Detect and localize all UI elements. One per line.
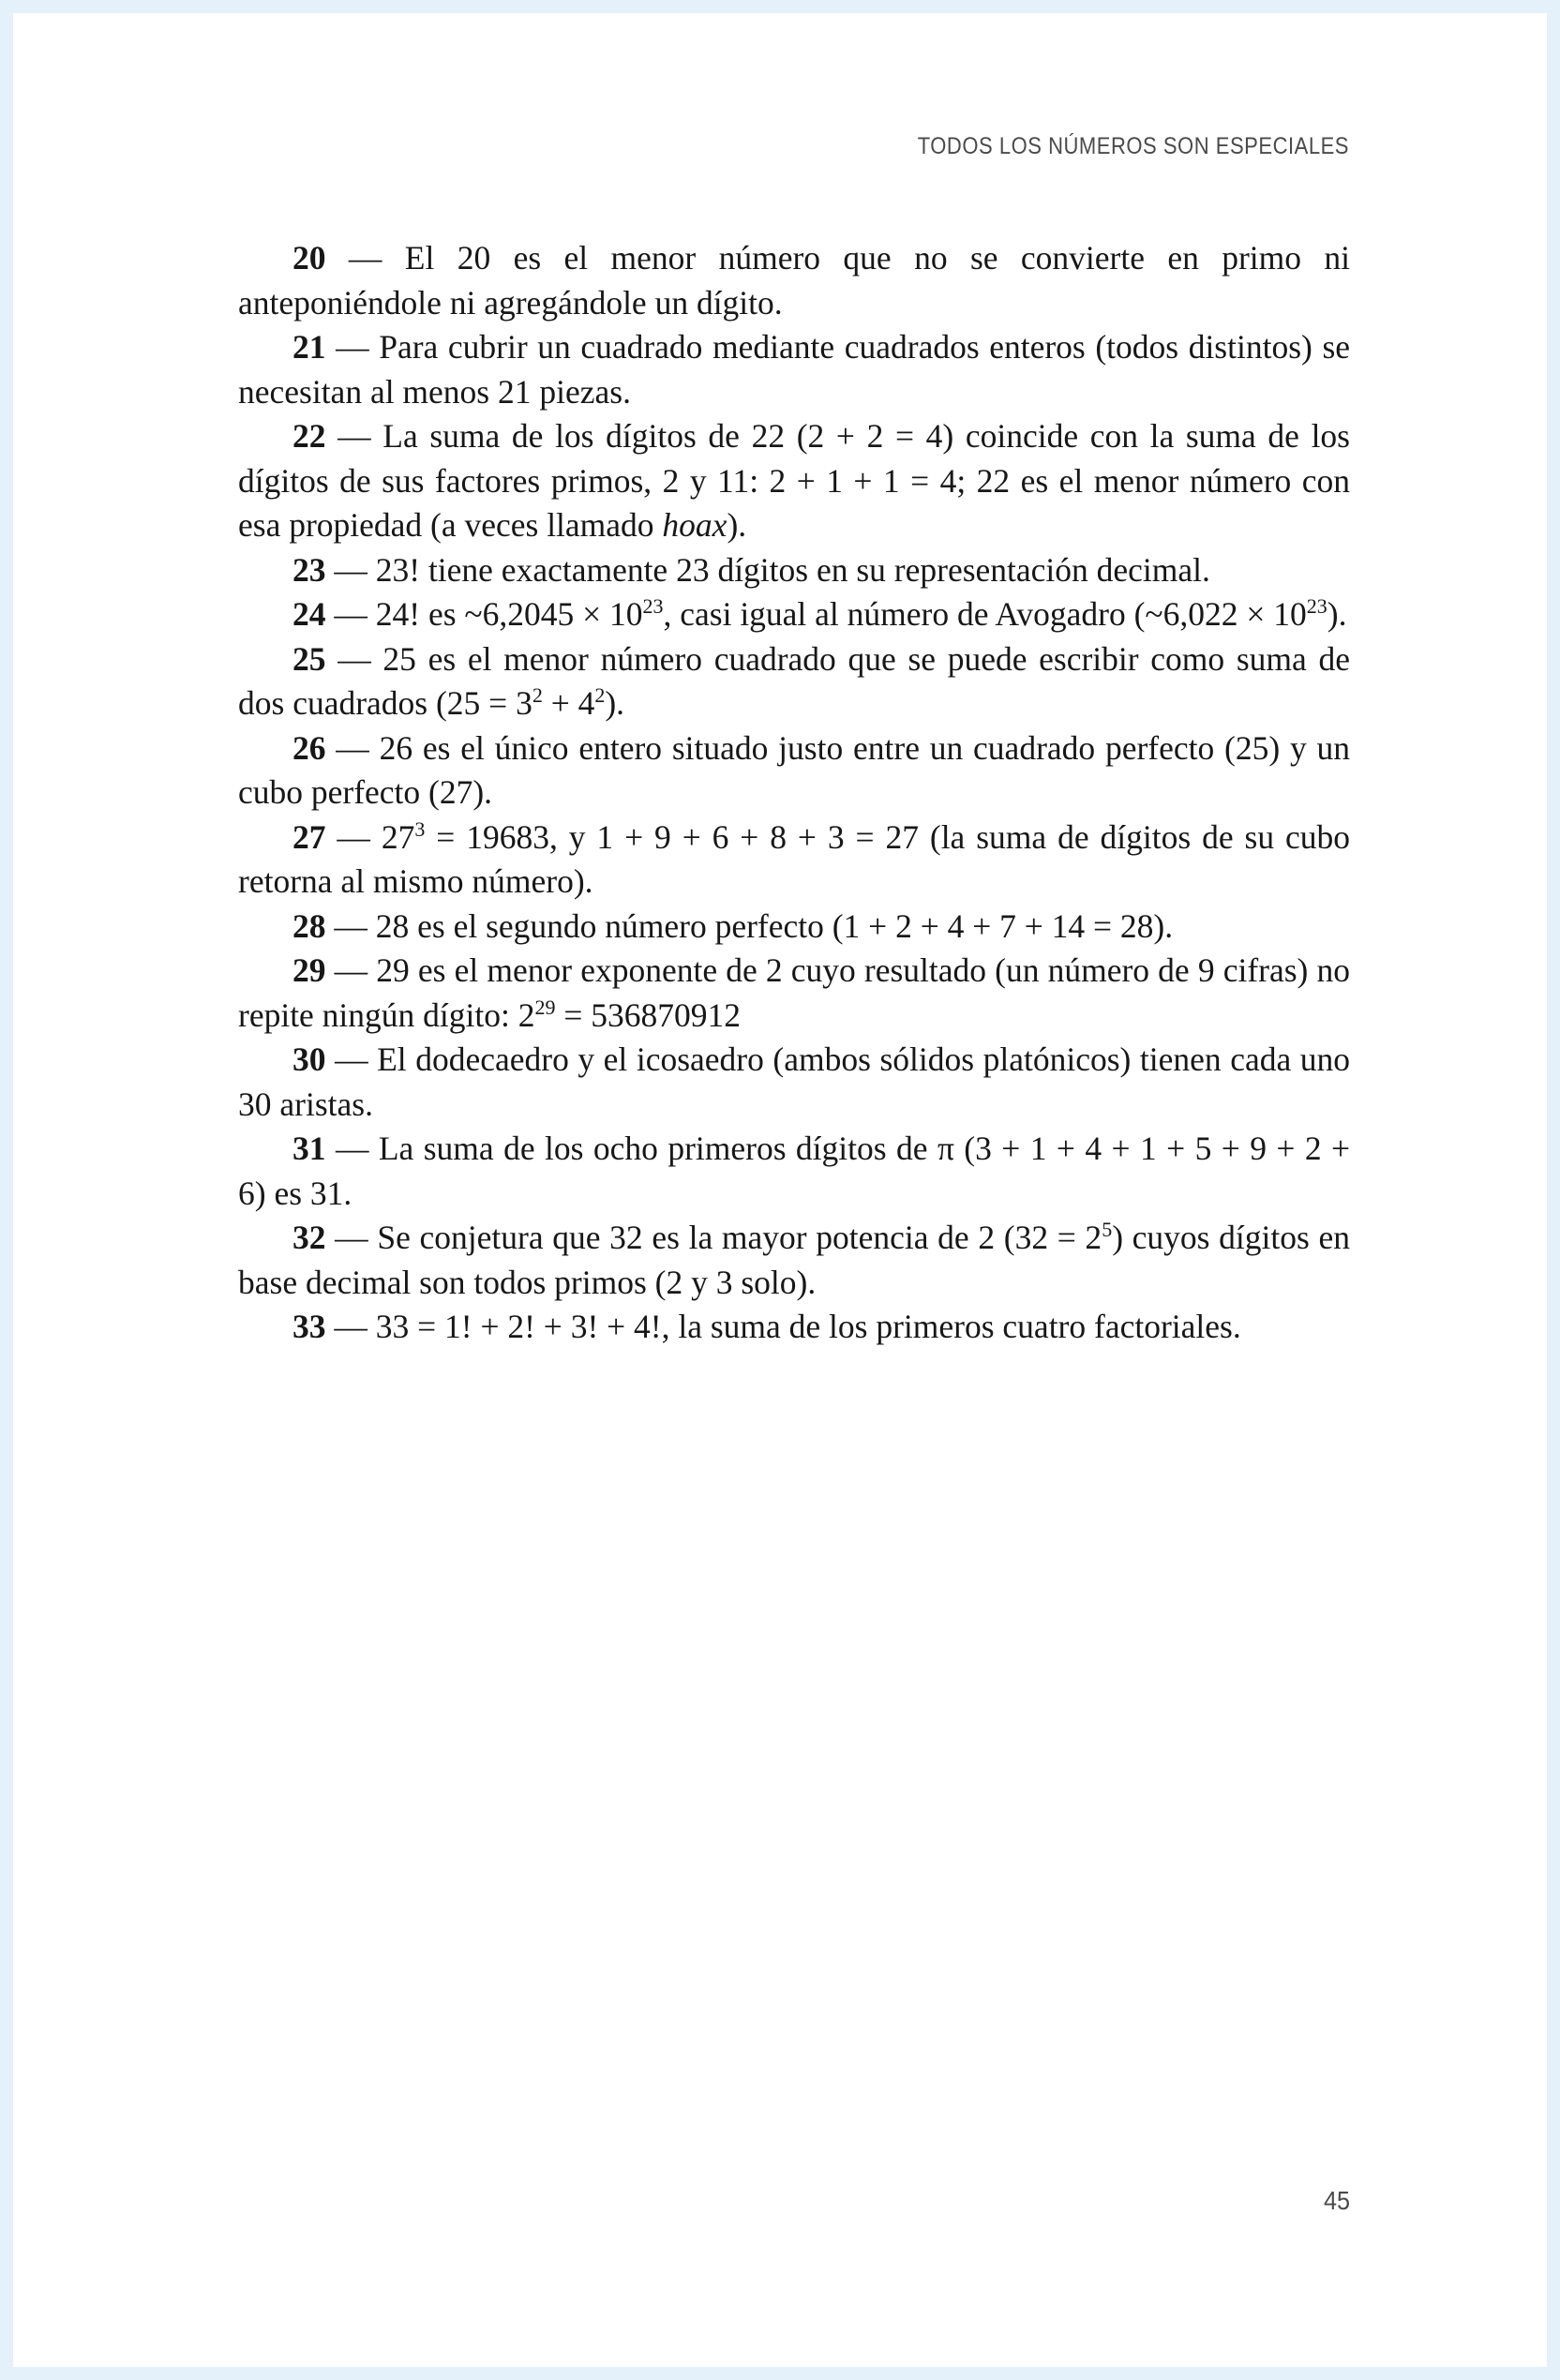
entry-dash: —: [334, 906, 368, 945]
entry-33: [238, 1305, 1350, 1350]
entry-25: [238, 637, 1350, 726]
entry-31: [238, 1127, 1350, 1216]
entry-dash: —: [335, 1040, 368, 1078]
entry-number: 32: [292, 1219, 326, 1256]
entry-number: 28: [292, 906, 326, 945]
entry-number: 30: [292, 1040, 326, 1078]
entry-text-part: + 4: [542, 684, 595, 722]
entry-text-part: 24! es ~6,2045 × 10: [375, 595, 643, 633]
entry-30: [238, 1038, 1350, 1127]
entry-number: 27: [292, 817, 326, 856]
entry-dash: —: [336, 328, 369, 366]
entry-dash: —: [335, 1130, 369, 1167]
entry-29: [238, 949, 1350, 1038]
entry-number: 24: [292, 595, 326, 633]
entry-dash: —: [337, 817, 370, 856]
entry-dash: —: [334, 951, 368, 989]
entry-text-part: = 19683, y 1 + 9 + 6 + 8 + 3 = 27 (la suma de dígitos de su cubo retorna al mismo número).: [238, 817, 1350, 900]
entry-number: 20: [292, 239, 326, 277]
entry-27: [238, 816, 1350, 905]
exponent: 23: [1306, 594, 1328, 619]
entry-text-part: Se conjetura que 32 es la mayor potencia de 2 (32 = 2: [377, 1219, 1102, 1256]
entry-26: [238, 726, 1350, 816]
entry-text-part: 27: [381, 817, 415, 856]
entry-dash: —: [348, 239, 382, 277]
entry-text: 26 es el único entero situado justo entre un cuadrado perfecto (25) y un cubo perfecto (27).: [238, 728, 1350, 811]
entry-text: 23! tiene exactamente 23 dígitos en su representación decimal.: [375, 550, 1210, 589]
entry-32: [238, 1216, 1350, 1305]
entry-dash: —: [335, 1219, 368, 1256]
entry-dash: —: [338, 417, 371, 455]
entry-text: 28 es el segundo número perfecto (1 + 2 + 4 + 7 + 14 = 28).: [375, 906, 1174, 945]
entry-number: 29: [292, 951, 326, 989]
body-text-column: [238, 236, 1350, 1350]
page-number: 45: [1323, 2186, 1350, 2215]
exponent: 5: [1102, 1218, 1113, 1242]
entry-dash: —: [338, 639, 371, 678]
entry-text: La suma de los ocho primeros dígitos de π (3 + 1 + 4 + 1 + 5 + 9 + 2 + 6) es 31.: [238, 1130, 1351, 1212]
entry-28: [238, 905, 1350, 950]
entry-20: [238, 236, 1350, 325]
entry-dash: —: [334, 595, 368, 633]
entry-text-part: 29 es el menor exponente de 2 cuyo resultado (un número de 9 cifras) no repite ningún dígito: 2: [238, 951, 1350, 1034]
running-head: TODOS LOS NÚMEROS SON ESPECIALES: [917, 133, 1349, 159]
entry-number: 33: [292, 1308, 326, 1345]
entry-number: 31: [292, 1130, 326, 1167]
entry-text-part: ) cuyos dígitos en base decimal son todos primos (2 y 3 solo).: [238, 1219, 1350, 1301]
entry-text-part: = 536870912: [555, 995, 742, 1034]
entry-22: [238, 414, 1350, 548]
entry-italic-term: hoax: [662, 506, 728, 544]
entry-text-part: ).: [605, 684, 625, 722]
entry-number: 25: [292, 639, 326, 678]
entry-text-part: 25 es el menor número cuadrado que se puede escribir como suma de dos cuadrados (25 = 3: [238, 639, 1351, 722]
entry-dash: —: [336, 728, 369, 767]
exponent: 23: [642, 594, 664, 619]
entry-23: [238, 548, 1350, 593]
entry-number: 23: [292, 550, 326, 589]
entry-21: [238, 325, 1350, 414]
exponent: 2: [594, 683, 606, 708]
entry-text-part: , casi igual al número de Avogadro (~6,022 × 10: [663, 595, 1307, 633]
entry-24: [238, 592, 1350, 637]
exponent: 29: [534, 995, 556, 1019]
entry-number: 26: [292, 728, 326, 767]
entry-text-part: La suma de los dígitos de 22 (2 + 2 = 4) coincide con la suma de los dígitos de sus factores primos, 2 y 11: 2 + 1 + 1 = 4; 22 es el menor número con esa propiedad (a veces llamado: [238, 417, 1351, 544]
entry-text-part: ).: [1327, 595, 1347, 633]
page-sheet: [13, 13, 1547, 2367]
entry-text: El dodecaedro y el icosaedro (ambos sólidos platónicos) tienen cada uno 30 aristas.: [238, 1040, 1351, 1123]
entry-text: 33 = 1! + 2! + 3! + 4!, la suma de los primeros cuatro factoriales.: [375, 1308, 1241, 1345]
entry-dash: —: [334, 550, 368, 589]
exponent: 3: [414, 816, 426, 841]
entry-dash: —: [334, 1308, 368, 1345]
entry-text-part: ).: [727, 506, 747, 544]
entry-text: El 20 es el menor número que no se convierte en primo ni anteponiéndole ni agregándole un dígito.: [238, 239, 1351, 322]
entry-number: 22: [292, 417, 326, 455]
entry-text: Para cubrir un cuadrado mediante cuadrados enteros (todos distintos) se necesitan al menos 21 piezas.: [238, 328, 1351, 411]
exponent: 2: [532, 683, 543, 708]
entry-number: 21: [292, 328, 326, 366]
